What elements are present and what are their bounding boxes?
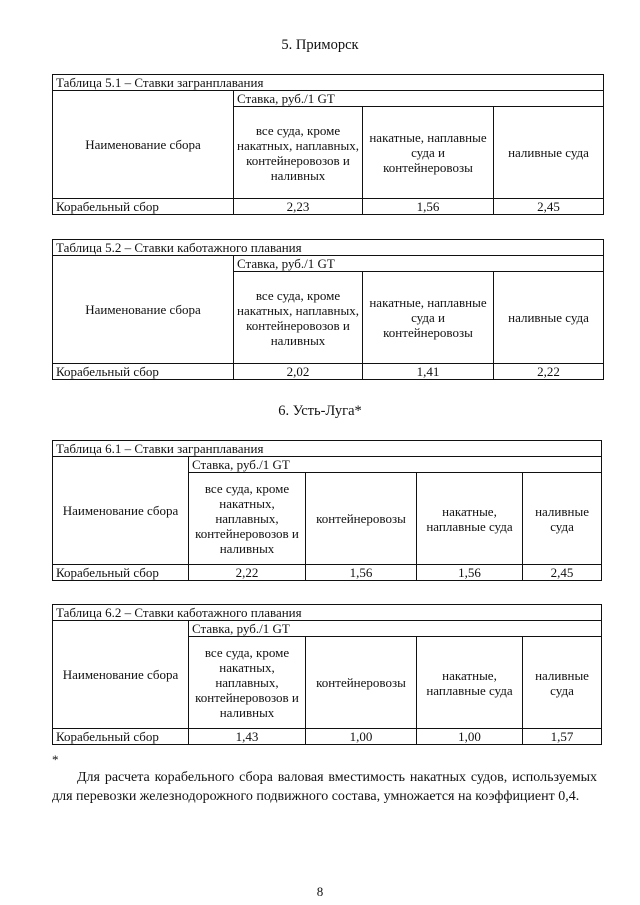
column-header: накатные, наплавные суда и контейнеровозы xyxy=(363,107,494,199)
table-5-2 xyxy=(52,239,604,380)
rate-header: Ставка, руб./1 GT xyxy=(189,457,602,473)
column-header: контейнеровозы xyxy=(306,637,417,729)
table-6-1 xyxy=(52,440,602,581)
rate-header: Ставка, руб./1 GT xyxy=(189,621,602,637)
column-header: накатные, наплавные суда xyxy=(417,637,523,729)
section-title-ust-luga: 6. Усть-Луга* xyxy=(278,403,362,419)
column-header: наливные суда xyxy=(494,272,604,364)
rate-value: 1,56 xyxy=(417,565,523,581)
name-header: Наименование сбора xyxy=(53,91,234,199)
rate-value: 1,56 xyxy=(306,565,417,581)
rate-header: Ставка, руб./1 GT xyxy=(234,91,604,107)
rate-value: 2,22 xyxy=(189,565,306,581)
table-6-2 xyxy=(52,604,602,745)
table-caption: Таблица 5.1 – Ставки загранплавания xyxy=(53,75,604,91)
name-header: Наименование сбора xyxy=(53,256,234,364)
page-number: 8 xyxy=(316,884,324,899)
column-header: наливные суда xyxy=(523,473,602,565)
column-header: накатные, наплавные суда xyxy=(417,473,523,565)
name-header: Наименование сбора xyxy=(53,457,189,565)
footnote-marker: * xyxy=(52,752,59,767)
column-header: наливные суда xyxy=(523,637,602,729)
row-label: Корабельный сбор xyxy=(53,199,234,215)
column-header: наливные суда xyxy=(494,107,604,199)
rate-value: 1,00 xyxy=(417,729,523,745)
column-header: все суда, кроме накатных, наплавных, контейнеровозов и наливных xyxy=(234,107,363,199)
footnote-text: Для расчета корабельного сбора валовая вместимость накатных судов, используемых для перевозки железнодорожного подвижного состава, умножается на коэффициент 0,4. xyxy=(52,770,597,804)
column-header: контейнеровозы xyxy=(306,473,417,565)
rate-value: 2,45 xyxy=(523,565,602,581)
rate-header: Ставка, руб./1 GT xyxy=(234,256,604,272)
rate-value: 2,45 xyxy=(494,199,604,215)
section-title-primorsk: 5. Приморск xyxy=(281,37,359,53)
row-label: Корабельный сбор xyxy=(53,729,189,745)
column-header: все суда, кроме накатных, наплавных, контейнеровозов и наливных xyxy=(234,272,363,364)
table-caption: Таблица 6.1 – Ставки загранплавания xyxy=(53,441,602,457)
column-header: накатные, наплавные суда и контейнеровозы xyxy=(363,272,494,364)
rate-value: 1,57 xyxy=(523,729,602,745)
table-caption: Таблица 5.2 – Ставки каботажного плавания xyxy=(53,240,604,256)
rate-value: 1,00 xyxy=(306,729,417,745)
rate-value: 1,41 xyxy=(363,364,494,380)
row-label: Корабельный сбор xyxy=(53,364,234,380)
rate-value: 2,23 xyxy=(234,199,363,215)
column-header: все суда, кроме накатных, наплавных, контейнеровозов и наливных xyxy=(189,637,306,729)
column-header: все суда, кроме накатных, наплавных, контейнеровозов и наливных xyxy=(189,473,306,565)
rate-value: 1,56 xyxy=(363,199,494,215)
rate-value: 1,43 xyxy=(189,729,306,745)
table-caption: Таблица 6.2 – Ставки каботажного плавания xyxy=(53,605,602,621)
table-5-1 xyxy=(52,74,604,215)
row-label: Корабельный сбор xyxy=(53,565,189,581)
rate-value: 2,22 xyxy=(494,364,604,380)
rate-value: 2,02 xyxy=(234,364,363,380)
name-header: Наименование сбора xyxy=(53,621,189,729)
